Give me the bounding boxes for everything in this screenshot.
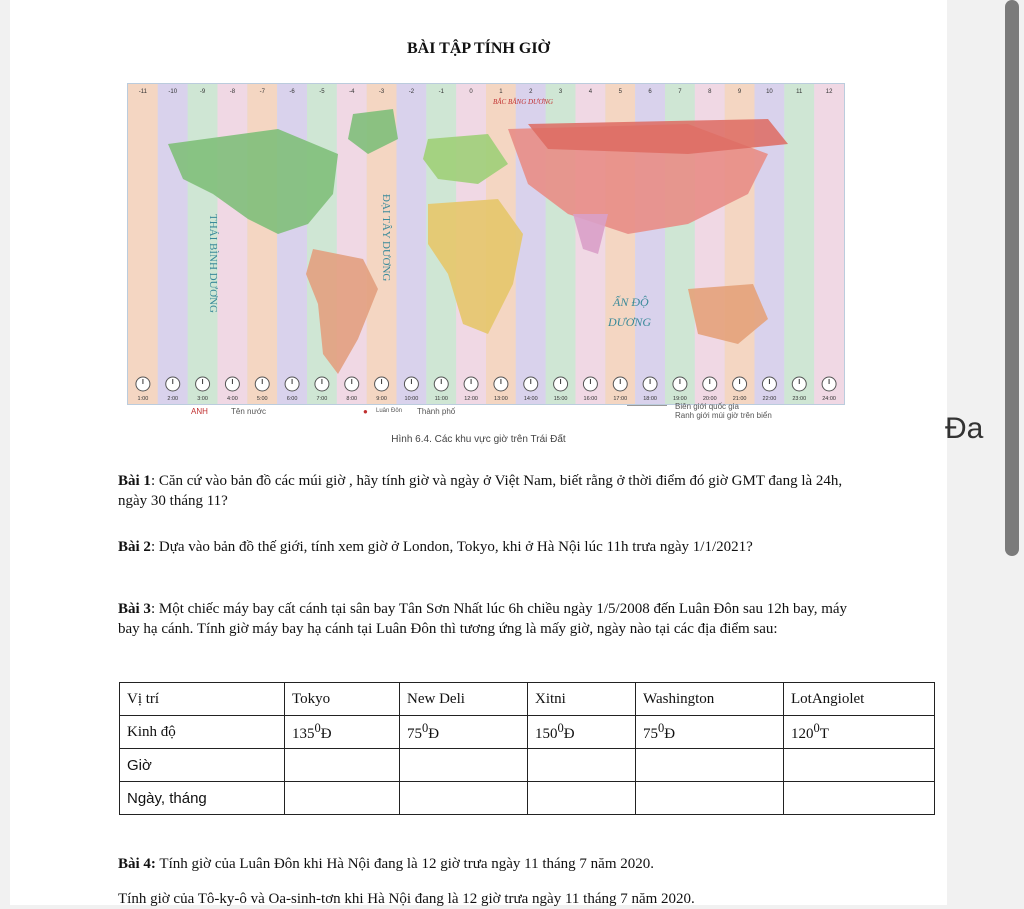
exercise-3-text: : Một chiếc máy bay cất cánh tại sân bay Tân Sơn Nhất lúc 6h chiều ngày 1/5/2008 đến Luân Đôn sau 12h bay, máy bay hạ cánh. Tính giờ máy bay hạ cánh tại Luân Đôn thì tương ứng là mấy giờ, ngày nào tại các địa điểm sau: (118, 601, 848, 637)
clock-time-label: 22:00 (762, 396, 777, 402)
table-header-cell: Tokyo (285, 683, 400, 716)
zone-label: -11 (138, 89, 148, 95)
empty-cell (285, 782, 400, 815)
clock-time-label: 24:00 (822, 396, 836, 402)
zone-label: 12 (825, 89, 833, 95)
exercise-4-label: Bài 4: (118, 856, 156, 872)
clock-time-label: 14:00 (523, 396, 538, 402)
time-table (119, 682, 935, 815)
empty-cell (528, 749, 636, 782)
time-zone-stripe (814, 84, 844, 404)
table-header-cell: Xitni (528, 683, 636, 716)
empty-cell (528, 782, 636, 815)
table-row (120, 749, 935, 782)
legend-country-sample: ANH (191, 407, 208, 416)
clock-time-label: 7:00 (316, 396, 328, 402)
clock-time-label: 17:00 (613, 396, 628, 402)
table-header-cell: Washington (636, 683, 784, 716)
legend-country: Tên nước (231, 407, 267, 416)
exercise-1-label: Bài 1 (118, 473, 151, 489)
table-row-label: Kinh độ (120, 716, 285, 749)
zone-label: -7 (259, 89, 265, 95)
table-header-cell: New Deli (400, 683, 528, 716)
legend-city-dot-icon: ● (363, 407, 368, 416)
empty-cell (400, 782, 528, 815)
zone-label: -2 (408, 89, 415, 95)
clock-time-label: 13:00 (494, 396, 508, 402)
zone-label: -10 (168, 89, 178, 95)
figure-caption: Hình 6.4. Các khu vực giờ trên Trái Đất (391, 434, 566, 445)
legend-border-line (627, 405, 667, 406)
zone-label: 8 (708, 89, 712, 95)
longitude-cell: $135^0Đ$ (285, 716, 400, 749)
empty-cell (400, 749, 528, 782)
clock-time-label: 18:00 (643, 396, 657, 402)
ocean-label-arctic: BẮC BĂNG DƯƠNG (493, 98, 554, 106)
longitude-cell: $75^0Đ$ (400, 716, 528, 749)
zone-label: -6 (289, 89, 295, 95)
zone-label: 1 (499, 89, 503, 95)
zone-label: 6 (648, 89, 652, 95)
exercise-4 (118, 854, 918, 874)
clock-time-label: 4:00 (227, 396, 238, 402)
legend-city-sample: Luân Đôn (376, 408, 403, 414)
clock-time-label: 8:00 (346, 396, 358, 402)
zone-label: -1 (438, 89, 444, 95)
clock-time-label: 3:00 (197, 396, 208, 402)
side-text: Đa (945, 412, 984, 445)
ocean-label-indian-2: DƯƠNG (608, 315, 652, 329)
ocean-label-indian-1: ẤN ĐỘ (613, 295, 649, 309)
empty-cell (784, 782, 935, 815)
clock-time-label: 6:00 (286, 396, 298, 402)
exercise-4-line2: Tính giờ của Tô-ky-ô và Oa-sinh-tơn khi Hà Nội đang là 12 giờ trưa ngày 11 tháng 7 năm 2020. (118, 891, 695, 907)
exercise-2-label: Bài 2 (118, 539, 151, 555)
exercise-1 (118, 471, 858, 511)
zone-label: 7 (678, 89, 682, 95)
clock-time-label: 21:00 (732, 396, 747, 402)
clock-time-label: 1:00 (137, 396, 149, 402)
exercise-2-text: : Dựa vào bản đồ thế giới, tính xem giờ ở London, Tokyo, khi ở Hà Nội lúc 11h trưa ngày 1/1/2021? (150, 539, 753, 555)
legend-city: Thành phố (417, 407, 456, 416)
empty-cell (285, 749, 400, 782)
empty-cell (636, 749, 784, 782)
table-row-label: Giờ (120, 749, 285, 782)
zone-label: -9 (199, 89, 206, 95)
map-legend (127, 402, 843, 426)
zone-label: 3 (558, 89, 563, 95)
empty-cell (636, 782, 784, 815)
zone-label: 10 (766, 89, 773, 95)
time-zone-stripe (784, 84, 814, 404)
zone-label: -8 (229, 89, 236, 95)
zone-label: -5 (319, 89, 325, 95)
map-image (128, 84, 844, 404)
longitude-cell: $75^0Đ$ (636, 716, 784, 749)
exercise-4-text: Tính giờ của Luân Đôn khi Hà Nội đang là 12 giờ trưa ngày 11 tháng 7 năm 2020. (155, 856, 654, 872)
clock-time-label: 12:00 (464, 396, 478, 402)
longitude-cell: $150^0Đ$ (528, 716, 636, 749)
table-row-label: Ngày, tháng (120, 782, 285, 815)
table-row (120, 716, 935, 749)
legend-border2: Ranh giới múi giờ trên biển (675, 411, 772, 420)
zone-label: 11 (796, 89, 803, 95)
time-zone-stripe (128, 84, 158, 404)
ocean-label-pacific: THÁI BÌNH DƯƠNG (207, 214, 219, 313)
clock-time-label: 23:00 (792, 396, 807, 402)
zone-label: -3 (378, 89, 385, 95)
clock-time-label: 5:00 (256, 396, 268, 402)
zone-label: -4 (349, 89, 355, 95)
time-zone-stripe (158, 84, 188, 404)
table-header-row (120, 683, 935, 716)
vertical-scrollbar[interactable] (1005, 0, 1019, 556)
empty-cell (784, 749, 935, 782)
zone-label: 2 (529, 89, 533, 95)
exercise-2 (118, 537, 858, 557)
clock-time-label: 10:00 (404, 396, 419, 402)
zone-label: 4 (588, 89, 593, 95)
zone-label: 0 (469, 89, 473, 95)
legend-border1: Biên giới quốc gia (675, 402, 739, 411)
document-page (10, 0, 947, 905)
exercise-3-label: Bài 3 (118, 601, 151, 617)
clock-time-label: 16:00 (583, 396, 598, 402)
zone-label: 9 (737, 89, 742, 95)
page-title: BÀI TẬP TÍNH GIỜ (406, 40, 550, 57)
ocean-label-atlantic: ĐẠI TÂY DƯƠNG (380, 194, 392, 282)
clock-time-label: 15:00 (553, 396, 568, 402)
clock-time-label: 9:00 (376, 396, 387, 402)
clock-time-label: 2:00 (167, 396, 179, 402)
time-zone-stripe (397, 84, 427, 404)
table-header-cell: Vị trí (120, 683, 285, 716)
clock-time-label: 19:00 (673, 396, 687, 402)
exercise-1-text: : Căn cứ vào bản đồ các múi giờ , hãy tính giờ và ngày ở Việt Nam, biết rằng ở thời điểm đó giờ GMT đang là 24h, ngày 30 tháng 11? (118, 473, 843, 509)
time-zone-stripe (218, 84, 248, 404)
world-time-zone-map (127, 83, 845, 405)
longitude-cell: $120^0T$ (784, 716, 935, 749)
table-row (120, 782, 935, 815)
clock-time-label: 11:00 (434, 396, 448, 402)
clock-time-label: 20:00 (702, 396, 717, 402)
table-header-cell: LotAngiolet (784, 683, 935, 716)
exercise-3 (118, 599, 858, 639)
zone-label: 5 (618, 89, 622, 95)
